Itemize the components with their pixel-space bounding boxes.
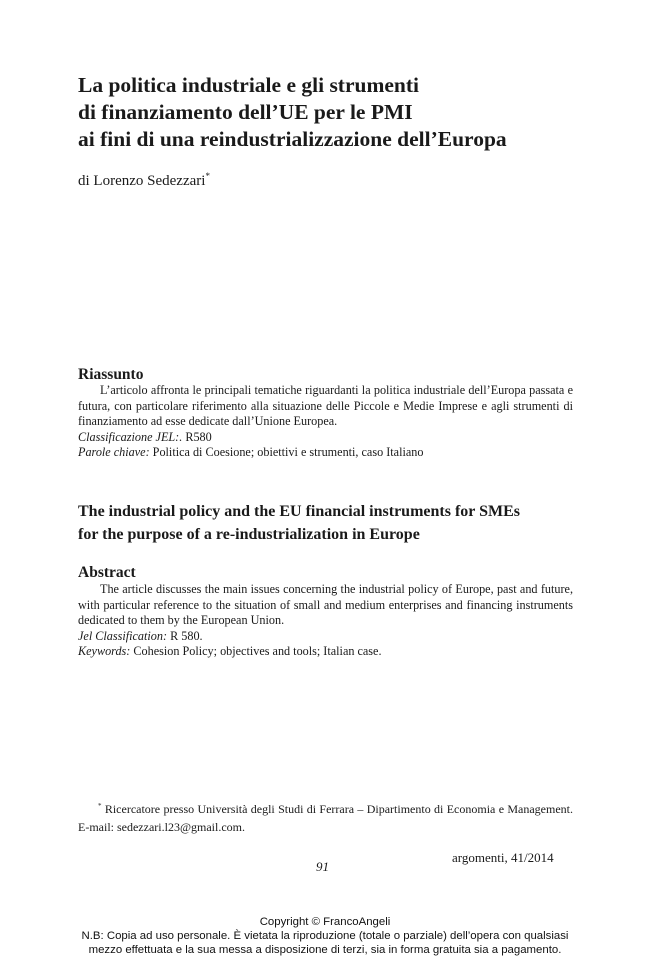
copyright-notice <box>0 915 650 957</box>
riassunto-classification <box>78 430 573 446</box>
author-footnote-mark: * <box>205 171 210 181</box>
english-title-line: The industrial policy and the EU financial instruments for SMEs <box>78 503 520 520</box>
article-title <box>78 72 578 153</box>
abstract-classification <box>78 629 573 645</box>
classification-label: Classificazione JEL:. <box>78 429 183 444</box>
riassunto-section <box>78 383 573 461</box>
english-title <box>78 500 578 546</box>
keywords-label: Parole chiave: <box>78 445 150 459</box>
copyright-disclaimer: mezzo effettuata e la sua messa a disposizione di terzi, sia in forma gratuita sia a pagamento. <box>88 944 562 956</box>
page-number: 91 <box>316 859 329 874</box>
keywords-value: Politica di Coesione; obiettivi e strumenti, caso Italiano <box>149 445 424 459</box>
keywords-value: Cohesion Policy; objectives and tools; Italian case. <box>130 644 382 658</box>
footnote-mark: * <box>98 802 102 810</box>
classification-value: R 580. <box>167 628 203 643</box>
copyright-disclaimer: N.B: Copia ad uso personale. È vietata la riproduzione (totale o parziale) dell’opera con qualsiasi <box>81 930 569 942</box>
abstract-body: The article discusses the main issues concerning the industrial policy of Europe, past and future, with particular reference to the situation of small and medium enterprises and financing instruments dedicated to them by the European Union. <box>78 582 573 627</box>
journal-reference: argomenti, 41/2014 <box>452 850 554 865</box>
abstract-keywords <box>78 644 573 660</box>
english-title-line: for the purpose of a re-industrialization in Europe <box>78 526 420 543</box>
classification-value: R580 <box>182 429 212 444</box>
riassunto-keywords <box>78 445 573 461</box>
title-line: ai fini di una reindustrializzazione dell’Europa <box>78 127 507 151</box>
footnote-text: Ricercatore presso Università degli Studi di Ferrara – Dipartimento di Economia e Management. E-mail: sedezzari.l23@gmail.com. <box>78 802 573 834</box>
keywords-label: Keywords: <box>78 644 131 658</box>
riassunto-body: L’articolo affronta le principali tematiche riguardanti la politica industriale dell’Europa passata e futura, con particolare riferimento alla situazione delle Piccole e Medie Imprese e agli strumenti di finanziamento ad esse dedicate dall’Unione Europea. <box>78 383 573 428</box>
author-name: di Lorenzo Sedezzari <box>78 173 206 189</box>
title-line: di finanziamento dell’UE per le PMI <box>78 100 413 124</box>
abstract-section <box>78 582 573 660</box>
classification-label: Jel Classification: <box>78 628 168 643</box>
title-line: La politica industriale e gli strumenti <box>78 73 420 97</box>
author-line <box>78 171 210 190</box>
abstract-heading: Abstract <box>78 564 136 581</box>
footnote <box>78 797 573 836</box>
riassunto-heading: Riassunto <box>78 366 144 383</box>
copyright-line: Copyright © FrancoAngeli <box>259 916 391 928</box>
